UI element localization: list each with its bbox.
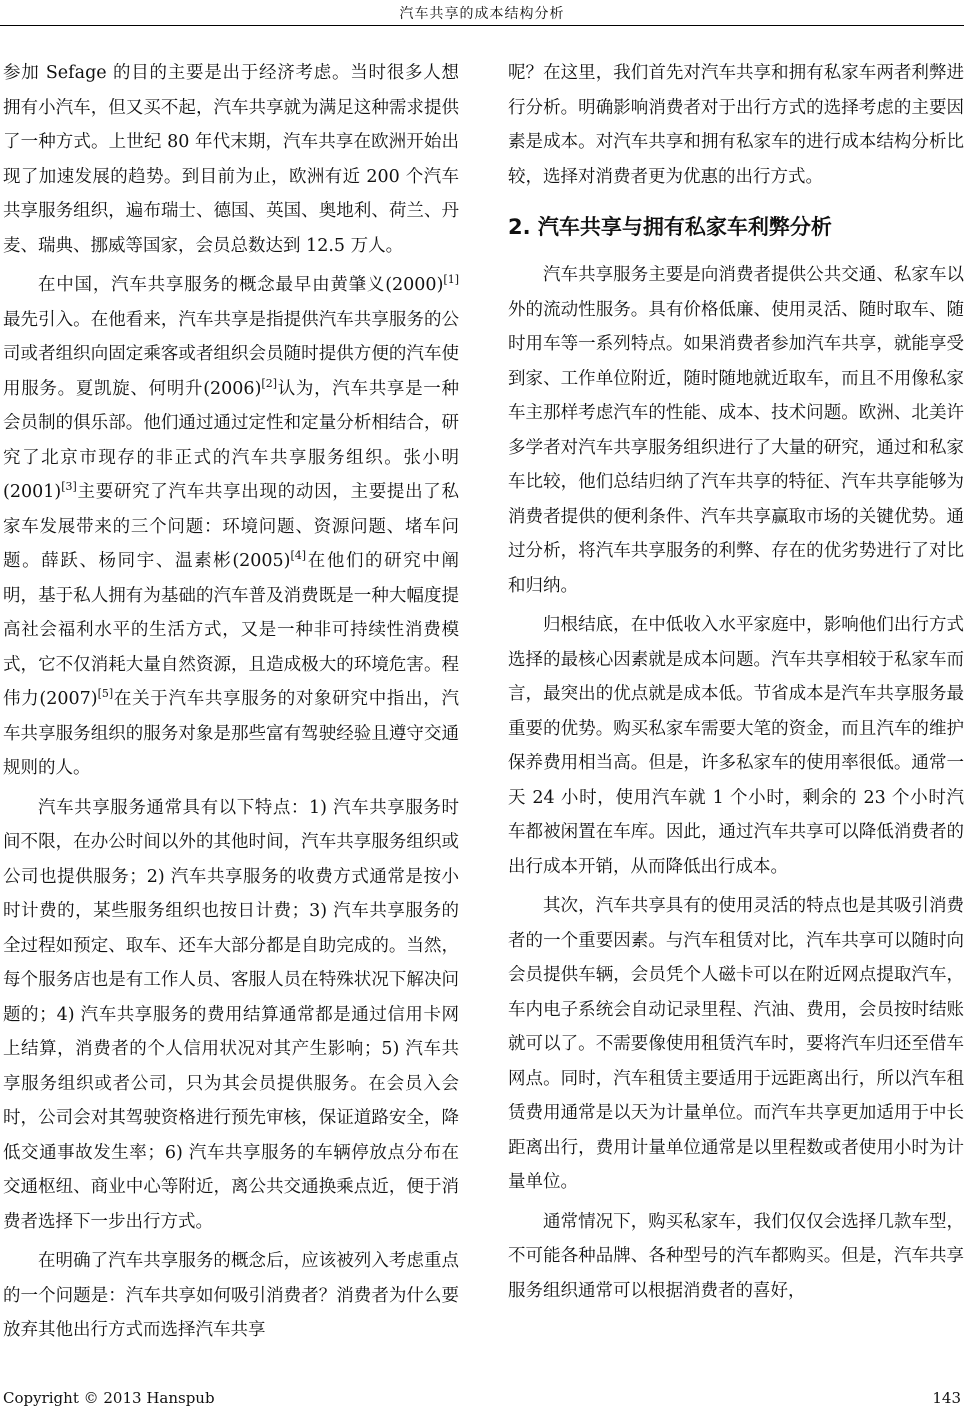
paragraph-sefage-history: 参加 Sefage 的目的主要是出于经济考虑。当时很多人想拥有小汽车，但又买不起，汽车共享就为满足这种需求提供了一种方式。上世纪 80 年代末期，汽车共享在欧洲开始出现了加速发展的趋势。到目前为止，欧洲有近 200 个汽车共享服务组织，遍布瑞士、德国、英国、奥地利、荷兰、丹麦、瑞典、挪威等国家，会员总数达到 12.5 万人。 — [3, 63, 459, 256]
text-segment: 主要研究了汽车共享出现的动因，主要提出了私家车发展带来的三个问题：环境问题、资源问题、堵车问题。薛跃、杨同宇、温素彬(2005) — [3, 482, 459, 571]
header-rule — [0, 25, 964, 26]
paragraph-features: 汽车共享服务通常具有以下特点：1) 汽车共享服务时间不限，在办公时间以外的其他时间，汽车共享服务组织或公司也提供服务；2) 汽车共享服务的收费方式通常是按小时计费的，某些服务组织也按日计费；3) 汽车共享服务的全过程如预定、取车、还车大部分都是自助完成的。当然，每个服务店也是有工作人员、客服人员在特殊状况下解决问题的；4) 汽车共享服务的费用结算通常都是通过信用卡网上结算，消费者的个人信用状况对其产生影响；5) 汽车共享服务组织或者公司，只为其会员提供服务。在会员入会时，公司会对其驾驶资格进行预先审核，保证道路安全，降低交通事故发生率；6) 汽车共享服务的车辆停放点分布在交通枢纽、商业中心等附近，离公共交通换乘点近，便于消费者选择下一步出行方式。 — [3, 797, 459, 1232]
citation-ref-3: [3] — [61, 480, 77, 493]
text-segment: 在中国，汽车共享服务的概念最早由黄肇义(2000) — [38, 275, 444, 295]
citation-ref-4: [4] — [290, 549, 307, 562]
paragraph-china-literature — [3, 268, 459, 786]
text-segment: 在他们的研究中阐明，基于私人拥有为基础的汽车普及消费既是一种大幅度提高社会福利水平的生活方式，又是一种非可持续性消费模式，它不仅消耗大量自然资源，且造成极大的环境危害。程伟力(2007) — [3, 551, 459, 709]
right-column — [508, 56, 964, 1308]
paragraph-question: 在明确了汽车共享服务的概念后，应该被列入考虑重点的一个问题是：汽车共享如何吸引消费者？消费者为什么要放弃其他出行方式而选择汽车共享 — [3, 1251, 459, 1340]
left-column — [3, 56, 459, 1348]
text-segment: 最先引入。在他看来，汽车共享是指提供汽车共享服务的公司或者组织向固定乘客或者组织会员随时提供方便的汽车使用服务。夏凯旋、何明升(2006) — [3, 309, 459, 399]
text-segment: 在关于汽车共享服务的对象研究中指出，汽车共享服务组织的服务对象是那些富有驾驶经验且遵守交通规则的人。 — [3, 689, 459, 778]
running-header: 汽车共享的成本结构分析 — [399, 6, 565, 22]
paragraph-continuation: 呢？在这里，我们首先对汽车共享和拥有私家车两者利弊进行分析。明确影响消费者对于出行方式的选择考虑的主要因素是成本。对汽车共享和拥有私家车的进行成本结构分析比较，选择对消费者更为优惠的出行方式。 — [508, 63, 964, 187]
copyright-notice: Copyright © 2013 Hanspub — [3, 1389, 215, 1407]
paragraph-flexibility: 其次，汽车共享具有的使用灵活的特点也是其吸引消费者的一个重要因素。与汽车租赁对比，汽车共享可以随时向会员提供车辆，会员凭个人磁卡可以在附近网点提取汽车，车内电子系统会自动记录里程、汽油、费用，会员按时结账就可以了。不需要像使用租赁汽车时，要将汽车归还至借车网点。同时，汽车租赁主要适用于远距离出行，所以汽车租赁费用通常是以天为计量单位。而汽车共享更加适用于中长距离出行，费用计量单位通常是以里程数或者使用小时为计量单位。 — [508, 896, 964, 1192]
page-footer — [3, 1389, 961, 1407]
paragraph-vehicle-choice: 通常情况下，购买私家车，我们仅仅会选择几款车型，不可能各种品牌、各种型号的汽车都购买。但是，汽车共享服务组织通常可以根据消费者的喜好， — [508, 1211, 964, 1301]
citation-ref-1: [1] — [443, 273, 459, 286]
citation-ref-2: [2] — [261, 376, 277, 390]
paragraph-cost-advantage: 归根结底，在中低收入水平家庭中，影响他们出行方式选择的最核心因素就是成本问题。汽车共享相较于私家车而言，最突出的优点就是成本低。节省成本是汽车共享服务最重要的优势。购买私家车需要大笔的资金，而且汽车的维护保养费用相当高。但是，许多私家车的使用率很低。通常一天 24 小时，使用汽车就 1 个小时，剩余的 23 个小时汽车都被闲置在车库。因此，通过汽车共享可以降低消费者的出行成本开销，从而降低出行成本。 — [508, 615, 964, 877]
section-heading: 2. 汽车共享与拥有私家车利弊分析 — [508, 215, 832, 239]
citation-ref-5: [5] — [97, 687, 114, 700]
page-number: 143 — [932, 1389, 961, 1407]
paragraph-service-overview: 汽车共享服务主要是向消费者提供公共交通、私家车以外的流动性服务。具有价格低廉、使用灵活、随时取车、随时用车等一系列特点。如果消费者参加汽车共享，就能享受到家、工作单位附近，随时随地就近取车，而且不用像私家车主那样考虑汽车的性能、成本、技术问题。欧洲、北美许多学者对汽车共享服务组织进行了大量的研究，通过和私家车比较，他们总结归纳了汽车共享的特征、汽车共享能够为消费者提供的便利条件、汽车共享赢取市场的关键优势。通过分析，将汽车共享服务的利弊、存在的优劣势进行了对比和归纳。 — [508, 265, 964, 596]
text-segment: 认为，汽车共享是一种会员制的俱乐部。他们通过通过定性和定量分析相结合，研究了北京市现存的非正式的汽车共享服务组织。张小明(2001) — [3, 378, 460, 502]
